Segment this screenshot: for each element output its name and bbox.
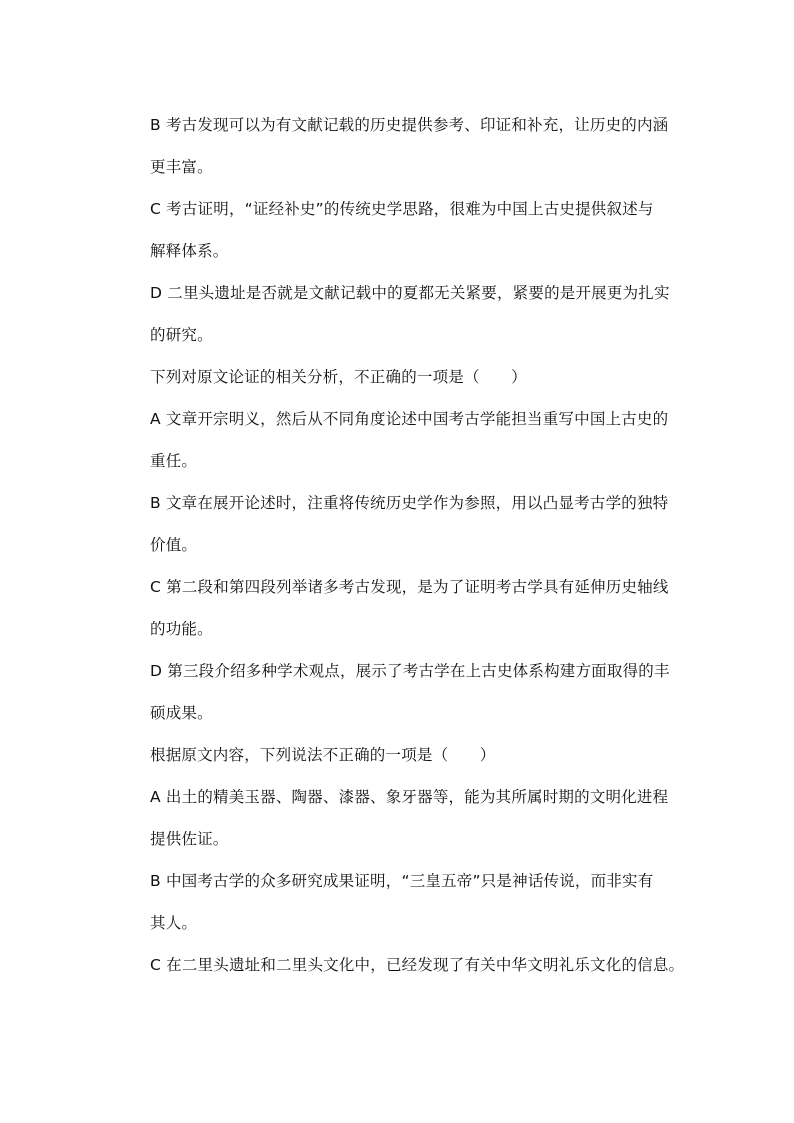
- q3-option-b-line-2: 其人。: [150, 914, 198, 932]
- q3-option-a-line-2: 提供佐证。: [150, 830, 229, 848]
- q2-option-d-line-2: 硕成果。: [150, 704, 213, 722]
- option-c-text-line-1: C 考古证明，“证经补史”的传统史学思路，很难为中国上古史提供叙述与: [150, 200, 654, 218]
- q2-option-a-line-2: 重任。: [150, 452, 198, 470]
- q3-option-b-line-1: B 中国考古学的众多研究成果证明，“三皇五帝”只是神话传说，而非实有: [150, 872, 654, 890]
- question-stem-2: 下列对原文论证的相关分析，不正确的一项是（ ）: [150, 368, 527, 386]
- q3-option-a-line-1: A 出土的精美玉器、陶器、漆器、象牙器等，能为其所属时期的文明化进程: [150, 788, 669, 806]
- option-c-text-line-2: 解释体系。: [150, 242, 229, 260]
- option-b-text-line-2: 更丰富。: [150, 158, 213, 176]
- q2-option-c-line-2: 的功能。: [150, 620, 213, 638]
- q2-option-d-line-1: D 第三段介绍多种学术观点，展示了考古学在上古史体系构建方面取得的丰: [150, 662, 670, 680]
- q2-option-b-line-1: B 文章在展开论述时，注重将传统历史学作为参照，用以凸显考古学的独特: [150, 494, 669, 512]
- option-d-text-line-1: D 二里头遗址是否就是文献记载中的夏都无关紧要，紧要的是开展更为扎实: [150, 284, 670, 302]
- question-stem-3: 根据原文内容，下列说法不正确的一项是（ ）: [150, 746, 496, 764]
- option-d-text-line-2: 的研究。: [150, 326, 213, 344]
- q2-option-a-line-1: A 文章开宗明义，然后从不同角度论述中国考古学能担当重写中国上古史的: [150, 410, 669, 428]
- q3-option-c-line-1: C 在二里头遗址和二里头文化中，已经发现了有关中华文明礼乐文化的信息。: [150, 956, 685, 974]
- q2-option-c-line-1: C 第二段和第四段列举诸多考古发现，是为了证明考古学具有延伸历史轴线: [150, 578, 669, 596]
- document-body: [150, 104, 685, 986]
- q2-option-b-line-2: 价值。: [150, 536, 198, 554]
- option-b-text-line-1: B 考古发现可以为有文献记载的历史提供参考、印证和补充，让历史的内涵: [150, 116, 669, 134]
